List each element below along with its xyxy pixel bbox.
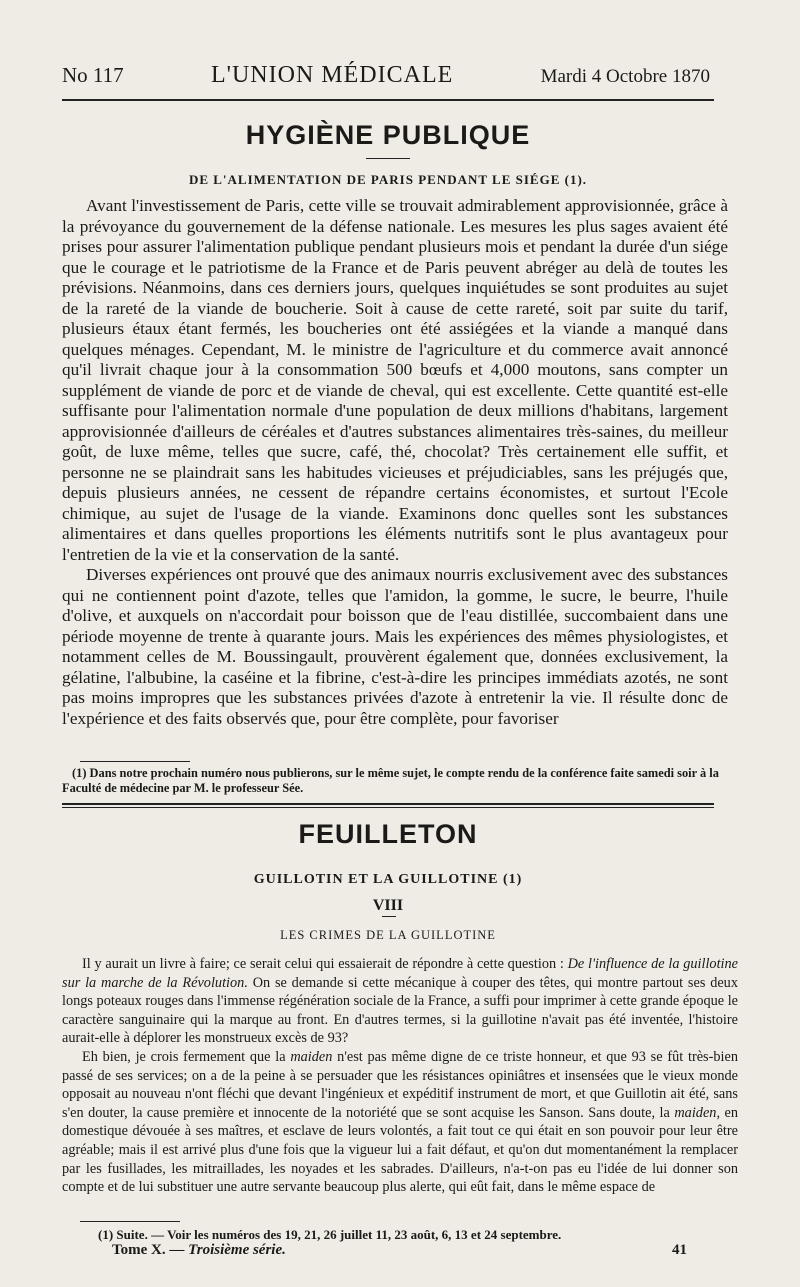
emphasis: maiden	[674, 1104, 717, 1121]
paragraph	[62, 1048, 738, 1197]
journal-title: L'UNION MÉDICALE	[210, 62, 454, 88]
section-rule	[62, 803, 714, 805]
section-title-hygiene: HYGIÈNE PUBLIQUE	[245, 120, 531, 150]
feuilleton-body	[62, 955, 738, 1197]
section-rule-thin	[62, 807, 714, 808]
feuilleton-subtitle: GUILLOTIN ET LA GUILLOTINE (1)	[253, 872, 523, 887]
footnote-rule	[80, 761, 190, 762]
paragraph	[62, 955, 738, 1048]
volume-label: Tome X. —	[112, 1242, 189, 1258]
title-divider	[366, 158, 410, 159]
chapter-title: LES CRIMES DE LA GUILLOTINE	[280, 928, 496, 942]
text-span: , en domestique dévouée à ses maîtres, et esclave de leurs volontés, a fait tout ce qui était en son pouvoir pour leur être agréable; mais il est arrivé plus d'une fois que la vigueur lui a fait défaut, et qu'on dut momentanément la remplacer par les fusillades, les mitraillades, les noyades et les sabrades. D'ailleurs, n'a-t-on pas eu l'idée de lui donner son compte et de lui substituer une autre servante beaucoup plus alerte, qui eût fait, dans le même espace de	[62, 1104, 738, 1196]
paragraph: Diverses expériences ont prouvé que des animaux nourris exclusivement avec des substances qui ne contiennent point d'azote, telles que l'amidon, la gomme, le sucre, le beurre, l'huile d'olive, et auxquels on n'accordait pour boisson que de l'eau distillée, succombaient dans une période moyenne de trente à quarante jours. Mais les expériences des mêmes physiologistes, et notamment celles de M. Boussingault, prouvèrent également que, données exclusivement, la gélatine, l'albubine, la caséine et la fibrine, c'est-à-dire les principes immédiats azotés, ne sont pas moins impropres que les substances privées d'azote à entretenir la vie. Il résulte donc de l'expérience et des faits observés que, pour être complète, pour favoriser	[62, 565, 728, 728]
section-title-feuilleton: FEUILLETON	[298, 819, 478, 849]
text-span: n'est pas même digne de ce triste honneur, et que 93 se fût très-bien passé de ses services; on a de la peine à se persuader que les résistances opiniâtres et insensées que le vieux monde opposait au nouveau n'ont fléchi que devant l'ingénieux et expéditif instrument de mort, et que Guillotin ait été, sans s'en douter, la cause première et innocente de la notoriété que se sont acquise les Sanson. Sans doute, la	[62, 1048, 738, 1121]
footnote-text: (1) Suite. — Voir les numéros des 19, 21, 26 juillet 11, 23 août, 6, 13 et 24 septembre.	[98, 1227, 562, 1242]
header-rule	[62, 99, 714, 101]
page-number: 41	[672, 1242, 687, 1258]
text-span: On se demande si cette mécanique à couper des têtes, qui montre partout ses deux longs poteaux rouges dans l'immense régénération sociale de la France, a suffi pour imprimer à cette grande époque le caractère sanguinaire qui la marque au front. En d'autres termes, si la guillotine n'avait pas été inventée, l'histoire aurait-elle à déplorer les monstrueux excès de 93?	[62, 974, 739, 1047]
page-footer	[112, 1242, 687, 1259]
chapter-divider	[382, 916, 396, 917]
article-body	[62, 196, 728, 729]
issue-date: Mardi 4 Octobre 1870	[540, 66, 710, 87]
volume-info	[112, 1242, 286, 1259]
book-title: De l'influence de la guillotine sur la marche de la Révolution.	[62, 956, 739, 991]
issue-number: No 117	[62, 63, 124, 87]
text-span: Eh bien, je crois fermement que la	[82, 1048, 291, 1065]
chapter-number: VIII	[372, 897, 404, 914]
footnote-rule-2	[80, 1221, 180, 1222]
series-label: Troisième série.	[188, 1242, 286, 1258]
paragraph: Avant l'investissement de Paris, cette ville se trouvait admirablement approvisionnée, grâce à la prévoyance du gouvernement de la défense nationale. Les mesures les plus sages avaient été prises pour assurer l'alimentation publique pendant plusieurs mois et pendant la durée d'un siége que le courage et le patriotisme de la France et de Paris peuvent abréger au delà de toutes les prévisions. Néanmoins, dans ces derniers jours, quelques inquiétudes se sont produites au sujet de la rareté de la viande de boucherie. Soit à cause de cette rareté, soit par suite du tarif, plusieurs étaux étant fermés, les boucheries ont été assiégées et la viande a manqué dans quelques ménages. Cependant, M. le ministre de l'agriculture et du commerce avait annoncé qu'il livrait chaque jour à la consommation 500 bœufs et 4,000 moutons, sans compter un supplément de viande de porc et de viande de cheval, qui est excellente. Cette quantité est-elle suffisante pour l'alimentation normale d'une population de deux millions d'habitans, largement approvisionnée d'ailleurs de céréales et d'autres substances alimentaires très-saines, du meilleur goût, de luxe même, telles que sucre, café, thé, chocolat? Très certainement elle suffit, et personne ne se plaindrait sans les habitudes vicieuses et préjudiciables, sans les préjugés que, depuis plusieurs années, ne cessent de répandre certains économistes, et surtout l'Ecole chimique, au sujet de l'usage de la viande. Examinons donc quelles sont les substances alimentaires et dans quelles proportions les éléments nutritifs sont le plus avantageux pour l'entretien de la vie et la conservation de la santé.	[62, 196, 728, 564]
feuilleton-footnote	[98, 1227, 764, 1242]
article-subtitle: DE L'ALIMENTATION DE PARIS PENDANT LE SIÉGE (1).	[188, 172, 588, 187]
footnote	[62, 766, 728, 796]
text-span: Il y aurait un livre à faire; ce serait celui qui essaierait de répondre à cette question :	[82, 956, 568, 972]
page-header	[62, 62, 710, 96]
footnote-text: (1) Dans notre prochain numéro nous publierons, sur le même sujet, le compte rendu de la conférence faite samedi soir à la Faculté de médecine par M. le professeur Sée.	[62, 766, 719, 795]
emphasis: maiden	[290, 1048, 333, 1065]
